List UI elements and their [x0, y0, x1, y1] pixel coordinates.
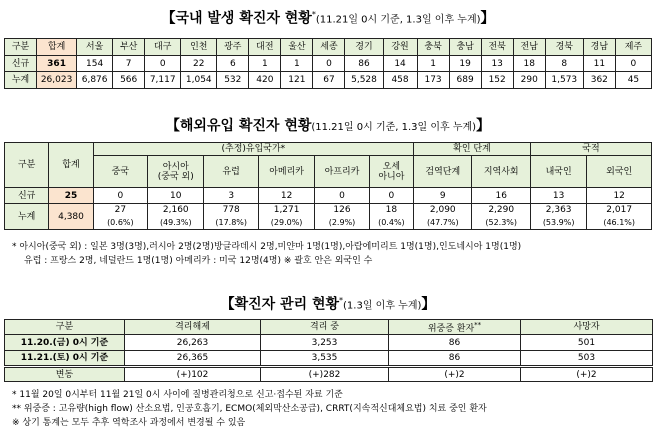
domestic-header-cell: 경기 — [345, 39, 383, 56]
domestic-header-row — [5, 39, 652, 56]
overseas-cell: 2,090 — [414, 204, 472, 217]
management-cell: (+)2 — [389, 367, 521, 382]
overseas-title-sub: (11.21일 0시 기준, 1.3일 이후 누계) — [311, 122, 477, 133]
management-header-severe — [389, 320, 521, 335]
domestic-cell: 6,876 — [77, 72, 113, 89]
domestic-cell: 26,023 — [37, 72, 77, 89]
domestic-cell: 121 — [281, 72, 313, 89]
management-cell: 503 — [521, 351, 653, 367]
overseas-cell: 9 — [414, 188, 472, 204]
overseas-title-end: 】 — [476, 118, 491, 134]
overseas-header-check: 확인 단계 — [414, 143, 531, 156]
management-header-cell: 사망자 — [521, 320, 653, 335]
overseas-cell: 2,290 — [472, 204, 530, 217]
domestic-header-cell: 구분 — [5, 39, 37, 56]
domestic-cell: 566 — [113, 72, 145, 89]
management-table — [4, 319, 653, 382]
domestic-cell: 458 — [383, 72, 417, 89]
domestic-title-main: 【국내 발생 확진자 현황 — [161, 10, 312, 27]
overseas-header-asia-line1: 아시아 — [162, 161, 189, 172]
overseas-new-row — [5, 188, 652, 204]
management-note-3: ※ 상기 통계는 모두 추후 역학조사 과정에서 변경될 수 있음 — [12, 418, 246, 428]
domestic-cell: 1 — [417, 56, 449, 72]
management-header-severe-star: ** — [474, 321, 482, 329]
domestic-header-cell: 울산 — [281, 39, 313, 56]
management-title-star: * — [339, 296, 344, 305]
overseas-total-sum: 4,380 — [49, 204, 93, 230]
management-change-label: 변동 — [5, 367, 125, 382]
management-note-1: * 11월 20일 0시부터 11월 21일 0시 사이에 질병관리청으로 신고·접수된 자료 기준 — [12, 390, 343, 400]
overseas-cell: 10 — [148, 188, 204, 204]
domestic-header-cell: 합계 — [37, 39, 77, 56]
domestic-cell: 18 — [513, 56, 545, 72]
overseas-title — [0, 117, 656, 137]
management-cell: 26,365 — [125, 351, 261, 367]
overseas-cell: 25 — [49, 188, 93, 204]
overseas-header-local: 지역사회 — [472, 156, 530, 188]
overseas-note-1: * 아시아(중국 외) : 일본 3명(3명),러시아 2명(2명)방글라데시 2명,미얀마 1명(1명),아랍에미리트 1명(1명),인도네시아 1명(1명) — [12, 242, 522, 252]
domestic-cell: 689 — [449, 72, 481, 89]
domestic-cell: 45 — [615, 72, 651, 89]
domestic-cell: 1,573 — [545, 72, 583, 89]
domestic-cell: 신규 — [5, 56, 37, 72]
domestic-header-cell: 세종 — [313, 39, 345, 56]
overseas-header-oceania-line1: 오세 — [382, 161, 401, 172]
overseas-pct-cell: (53.9%) — [530, 217, 586, 230]
overseas-header-origin: (추정)유입국가* — [93, 143, 413, 156]
domestic-cell: 0 — [313, 56, 345, 72]
overseas-title-main: 【해외유입 확진자 현황 — [165, 118, 312, 134]
overseas-cell: 13 — [530, 188, 586, 204]
overseas-cell: 0 — [369, 188, 413, 204]
domestic-cell: 532 — [217, 72, 249, 89]
overseas-cell: 12 — [258, 188, 314, 204]
overseas-cell: 18 — [369, 204, 413, 217]
management-cell: 26,263 — [125, 335, 261, 351]
overseas-header-quarantine: 검역단계 — [414, 156, 472, 188]
domestic-cell: 1,054 — [181, 72, 217, 89]
overseas-cell: 2,363 — [530, 204, 586, 217]
domestic-header-cell: 부산 — [113, 39, 145, 56]
overseas-cell: 16 — [472, 188, 530, 204]
domestic-cell: 11 — [583, 56, 615, 72]
overseas-pct-cell: (49.3%) — [148, 217, 204, 230]
domestic-header-cell: 서울 — [77, 39, 113, 56]
overseas-new-label: 신규 — [5, 188, 49, 204]
overseas-header-korean: 내국인 — [530, 156, 586, 188]
overseas-pct-cell: (2.9%) — [315, 217, 369, 230]
domestic-cell: 152 — [481, 72, 513, 89]
domestic-cell: 173 — [417, 72, 449, 89]
domestic-cell: 0 — [145, 56, 181, 72]
domestic-cell: 290 — [513, 72, 545, 89]
management-change-row — [5, 367, 653, 382]
overseas-header-asia — [148, 156, 204, 188]
domestic-title-end: 】 — [480, 10, 495, 27]
management-cell: (+)2 — [521, 367, 653, 382]
management-row — [5, 335, 653, 351]
domestic-cell: 362 — [583, 72, 615, 89]
domestic-table — [4, 38, 652, 89]
management-cell: 3,535 — [261, 351, 389, 367]
overseas-pct-cell: (0.6%) — [93, 217, 147, 230]
domestic-header-cell: 대전 — [249, 39, 281, 56]
domestic-cell: 1 — [249, 56, 281, 72]
management-row-label: 11.21.(토) 0시 기준 — [5, 351, 125, 367]
domestic-header-cell: 강원 — [383, 39, 417, 56]
domestic-cell: 8 — [545, 56, 583, 72]
domestic-title — [0, 6, 656, 30]
overseas-cell: 3 — [204, 188, 258, 204]
overseas-header-oceania — [369, 156, 413, 188]
domestic-header-cell: 충남 — [449, 39, 481, 56]
management-header-cell: 격리 중 — [261, 320, 389, 335]
domestic-header-cell: 전북 — [481, 39, 513, 56]
management-header-cell: 격리해제 — [125, 320, 261, 335]
overseas-header-europe: 유럽 — [204, 156, 258, 188]
management-cell: 86 — [389, 351, 521, 367]
domestic-cell: 420 — [249, 72, 281, 89]
overseas-pct-cell: (29.0%) — [258, 217, 314, 230]
overseas-cell: 0 — [315, 188, 369, 204]
overseas-total-label: 누계 — [5, 204, 49, 230]
domestic-header-cell: 광주 — [217, 39, 249, 56]
domestic-header-cell: 전남 — [513, 39, 545, 56]
overseas-header-category: 구분 — [5, 143, 49, 188]
overseas-pct-cell: (47.7%) — [414, 217, 472, 230]
domestic-header-cell: 제주 — [615, 39, 651, 56]
overseas-note-2: 유럽 : 프랑스 2명, 네덜란드 1명(1명) 아메리카 : 미국 12명(4명) ※ 괄호 안은 외국인 수 — [24, 256, 373, 266]
overseas-pct-cell: (17.8%) — [204, 217, 258, 230]
domestic-cell: 13 — [481, 56, 513, 72]
management-cell: (+)282 — [261, 367, 389, 382]
overseas-header-oceania-line2: 아니아 — [378, 171, 405, 182]
management-header-severe-label: 위중증 환자 — [427, 324, 475, 334]
overseas-header-nation: 국적 — [530, 143, 651, 156]
overseas-pct-row — [5, 217, 652, 230]
overseas-sub-header-row — [5, 156, 652, 188]
overseas-cell: 2,017 — [587, 204, 652, 217]
domestic-cell: 361 — [37, 56, 77, 72]
overseas-cell: 2,160 — [148, 204, 204, 217]
domestic-new-row — [5, 56, 652, 72]
management-title-end: 】 — [421, 296, 436, 313]
management-row-label: 11.20.(금) 0시 기준 — [5, 335, 125, 351]
overseas-cell: 126 — [315, 204, 369, 217]
domestic-header-cell: 충북 — [417, 39, 449, 56]
overseas-cell: 12 — [587, 188, 652, 204]
domestic-cell: 7,117 — [145, 72, 181, 89]
domestic-header-cell: 경북 — [545, 39, 583, 56]
overseas-cell: 27 — [93, 204, 147, 217]
domestic-header-cell: 경남 — [583, 39, 615, 56]
domestic-cell: 5,528 — [345, 72, 383, 89]
domestic-cell: 누계 — [5, 72, 37, 89]
domestic-cell: 1 — [281, 56, 313, 72]
management-note-2: ** 위중증 : 고유량(high flow) 산소요법, 인공호흡기, ECMO(체외막산소공급), CRRT(지속적신대체요법) 치료 중인 환자 — [12, 404, 487, 414]
domestic-title-star: * — [311, 10, 316, 19]
overseas-cell: 778 — [204, 204, 258, 217]
management-cell: 501 — [521, 335, 653, 351]
management-title-sub: (1.3일 이후 누계) — [343, 300, 422, 312]
domestic-cell: 67 — [313, 72, 345, 89]
domestic-cell: 7 — [113, 56, 145, 72]
domestic-header-cell: 대구 — [145, 39, 181, 56]
domestic-cell: 22 — [181, 56, 217, 72]
domestic-cell: 19 — [449, 56, 481, 72]
overseas-table — [4, 142, 652, 230]
overseas-pct-cell: (46.1%) — [587, 217, 652, 230]
overseas-cell: 1,271 — [258, 204, 314, 217]
management-cell: (+)102 — [125, 367, 261, 382]
overseas-cell: 0 — [93, 188, 147, 204]
management-cell: 86 — [389, 335, 521, 351]
overseas-pct-cell: (0.4%) — [369, 217, 413, 230]
domestic-cell: 0 — [615, 56, 651, 72]
domestic-cell: 6 — [217, 56, 249, 72]
domestic-cell: 154 — [77, 56, 113, 72]
overseas-header-africa: 아프리카 — [315, 156, 369, 188]
domestic-cell: 86 — [345, 56, 383, 72]
overseas-header-foreign: 외국인 — [587, 156, 652, 188]
management-title — [0, 292, 656, 316]
overseas-header-asia-line2: (중국 외) — [157, 171, 194, 182]
overseas-total-row — [5, 204, 652, 217]
management-row — [5, 351, 653, 367]
overseas-header-total: 합계 — [49, 143, 93, 188]
management-cell: 3,253 — [261, 335, 389, 351]
management-header-cell: 구분 — [5, 320, 125, 335]
domestic-cell: 14 — [383, 56, 417, 72]
domestic-total-row — [5, 72, 652, 89]
overseas-pct-cell: (52.3%) — [472, 217, 530, 230]
domestic-header-cell: 인천 — [181, 39, 217, 56]
management-title-main: 【확진자 관리 현황 — [220, 296, 340, 313]
management-header-row — [5, 320, 653, 335]
overseas-group-header-row — [5, 143, 652, 156]
overseas-header-china: 중국 — [93, 156, 147, 188]
domestic-title-sub: (11.21일 0시 기준, 1.3일 이후 누계) — [315, 14, 481, 26]
overseas-header-america: 아메리카 — [258, 156, 314, 188]
